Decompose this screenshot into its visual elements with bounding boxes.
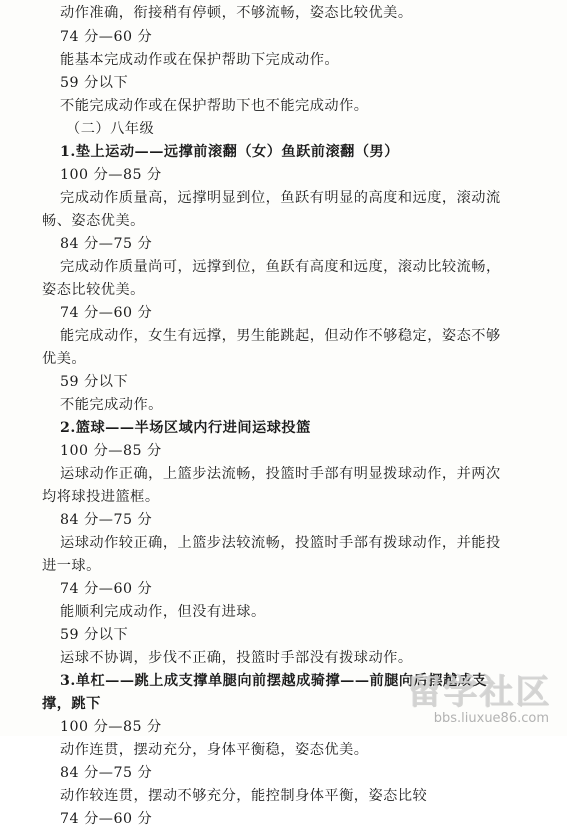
text-line: 能顺利完成动作，但没有进球。 (60, 604, 266, 620)
watermark-logo: 留学社区 (407, 672, 551, 712)
score-range: 100 分—85 分 (60, 167, 162, 183)
text-line: 运球动作较正确，上篮步法较流畅，投篮时手部有拨球动作，并能投 (60, 535, 501, 551)
item-heading-basketball: 2.篮球——半场区域内行进间运球投篮 (60, 420, 311, 436)
score-range: 59 分以下 (60, 75, 129, 91)
text-line: 运球动作正确，上篮步法流畅，投篮时手部有明显拨球动作，并两次 (60, 466, 501, 482)
text-line: 运球不协调，步伐不正确，投篮时手部没有拨球动作。 (60, 650, 413, 666)
watermark-url: bbs.liuxue86.com (433, 711, 549, 726)
text-line: 完成动作质量高，远撑明显到位，鱼跃有明显的高度和远度，滚动流 (60, 190, 501, 206)
text-line: 完成动作质量尚可，远撑到位，鱼跃有高度和远度，滚动比较流畅， (60, 259, 501, 275)
item-heading-bar: 3.单杠——跳上成支撑单腿向前摆越成骑撑——前腿向后摆越成支 (60, 673, 488, 689)
text-line: 动作较连贯，摆动不够充分，能控制身体平衡，姿态比较 (60, 788, 428, 804)
item-heading-mat: 1.垫上运动——远撑前滚翻（女）鱼跃前滚翻（男） (60, 144, 399, 160)
text-line: 畅、姿态优美。 (42, 213, 145, 229)
text-line: 能基本完成动作或在保护帮助下完成动作。 (60, 52, 340, 68)
score-range: 84 分—75 分 (60, 765, 153, 781)
score-range: 74 分—60 分 (60, 811, 153, 827)
text-line: 姿态比较优美。 (42, 282, 145, 298)
score-range: 84 分—75 分 (60, 512, 153, 528)
site-watermark (375, 664, 555, 726)
score-range: 100 分—85 分 (60, 443, 162, 459)
text-line: 均将球投进篮框。 (42, 489, 160, 505)
item-heading-bar-cont: 撑，跳下 (42, 696, 101, 712)
score-range: 59 分以下 (60, 627, 129, 643)
text-line: 不能完成动作或在保护帮助下也不能完成动作。 (60, 98, 369, 114)
score-range: 74 分—60 分 (60, 29, 153, 45)
text-line: 能完成动作，女生有远撑，男生能跳起，但动作不够稳定，姿态不够 (60, 328, 501, 344)
text-line: 不能完成动作。 (60, 397, 163, 413)
text-line: 进一球。 (42, 558, 101, 574)
text-line: 优美。 (42, 351, 87, 367)
score-range: 84 分—75 分 (60, 236, 153, 252)
score-range: 74 分—60 分 (60, 305, 153, 321)
score-range: 59 分以下 (60, 374, 129, 390)
section-heading-grade8: （二）八年级 (66, 121, 155, 137)
score-range: 74 分—60 分 (60, 581, 153, 597)
text-line: 动作准确，衔接稍有停顿，不够流畅，姿态比较优美。 (60, 5, 413, 21)
text-line: 动作连贯，摆动充分，身体平衡稳，姿态优美。 (60, 742, 369, 758)
score-range: 100 分—85 分 (60, 719, 162, 735)
